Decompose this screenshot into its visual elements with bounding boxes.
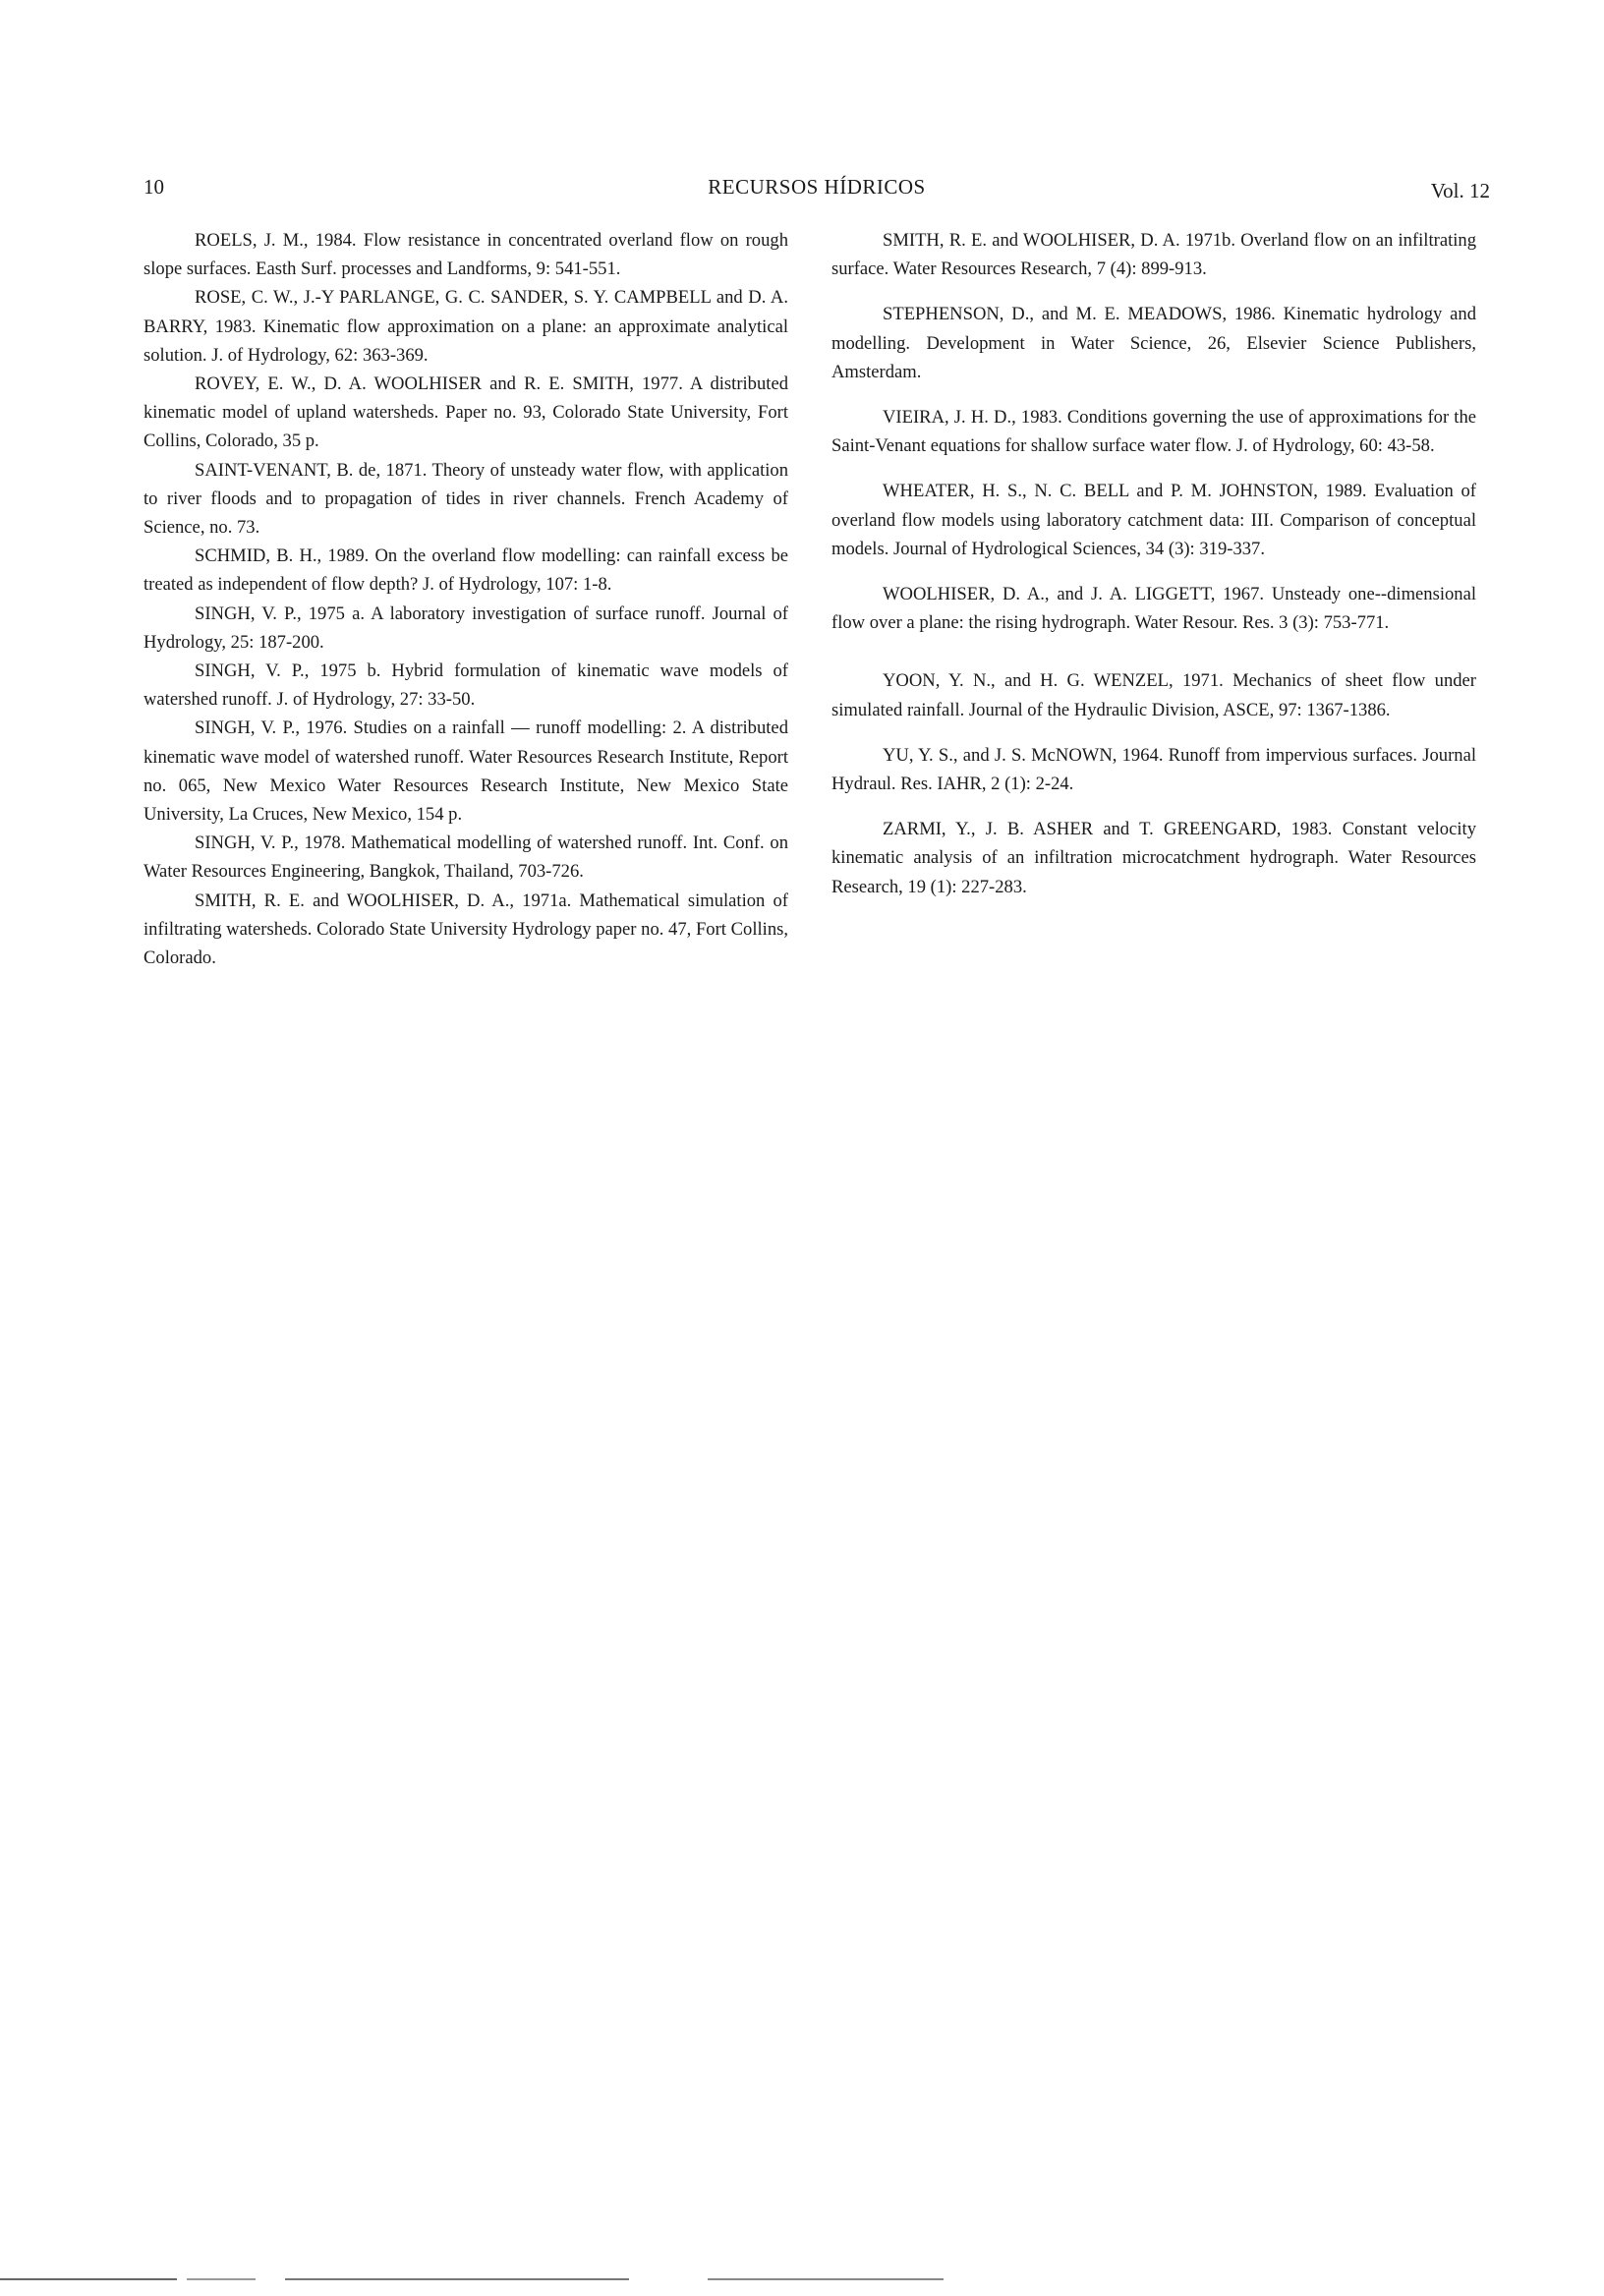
reference-entry: WOOLHISER, D. A., and J. A. LIGGETT, 1967. Unsteady one--dimensional flow over a plane: the rising hydrograph. Water Resour. Res. 3 (3): 753-771. bbox=[831, 584, 1476, 634]
reference-entry: SAINT-VENANT, B. de, 1871. Theory of unsteady water flow, with application to river floods and to propagation of tides in river channels. French Academy of Science, no. 73. bbox=[143, 459, 788, 539]
scan-edge-rule bbox=[0, 2278, 944, 2280]
reference-entry: WHEATER, H. S., N. C. BELL and P. M. JOHNSTON, 1989. Evaluation of overland flow models using laboratory catchment data: III. Comparison of conceptual models. Journal of Hydrological Sciences, 34 (3): 319-337. bbox=[831, 481, 1476, 559]
reference-entry: SINGH, V. P., 1976. Studies on a rainfall — runoff modelling: 2. A distributed kinematic wave model of watershed runoff. Water Resources Research Institute, Report no. 065, New Mexico Water Resources Research Institute, New Mexico State University, La Cruces, New Mexico, 154 p. bbox=[143, 718, 788, 826]
reference-entry: SINGH, V. P., 1975 b. Hybrid formulation of kinematic wave models of watershed runoff. J. of Hydrology, 27: 33-50. bbox=[143, 660, 788, 711]
running-header bbox=[143, 175, 1490, 208]
volume-label: Vol. 12 bbox=[1430, 179, 1490, 202]
reference-entry: ROELS, J. M., 1984. Flow resistance in concentrated overland flow on rough slope surfaces. Easth Surf. processes and Landforms, 9: 541-551. bbox=[143, 230, 788, 280]
reference-entry: SMITH, R. E. and WOOLHISER, D. A., 1971a. Mathematical simulation of infiltrating watersheds. Colorado State University Hydrology paper no. 47, Fort Collins, Colorado. bbox=[143, 890, 788, 969]
reference-entry: SCHMID, B. H., 1989. On the overland flow modelling: can rainfall excess be treated as independent of flow depth? J. of Hydrology, 107: 1-8. bbox=[143, 545, 788, 596]
reference-entry: SINGH, V. P., 1975 a. A laboratory investigation of surface runoff. Journal of Hydrology, 25: 187-200. bbox=[143, 603, 788, 653]
reference-entry: ROSE, C. W., J.-Y PARLANGE, G. C. SANDER, S. Y. CAMPBELL and D. A. BARRY, 1983. Kinematic flow approximation on a plane: an approximate analytical solution. J. of Hydrology, 62: 363-369. bbox=[143, 287, 788, 366]
journal-title: RECURSOS HÍDRICOS bbox=[708, 175, 926, 199]
reference-entry: ZARMI, Y., J. B. ASHER and T. GREENGARD, 1983. Constant velocity kinematic analysis of an infiltration microcatchment hydrograph. Water Resources Research, 19 (1): 227-283. bbox=[831, 819, 1476, 897]
reference-entry: YU, Y. S., and J. S. McNOWN, 1964. Runoff from impervious surfaces. Journal Hydraul. Res. IAHR, 2 (1): 2-24. bbox=[831, 744, 1476, 795]
references-left-column bbox=[143, 226, 788, 972]
reference-entry: SMITH, R. E. and WOOLHISER, D. A. 1971b. Overland flow on an infiltrating surface. Water Resources Research, 7 (4): 899-913. bbox=[831, 230, 1476, 280]
reference-entry: VIEIRA, J. H. D., 1983. Conditions governing the use of approximations for the Saint-Venant equations for shallow surface water flow. J. of Hydrology, 60: 43-58. bbox=[831, 407, 1476, 457]
page-number: 10 bbox=[143, 175, 164, 199]
reference-entry: SINGH, V. P., 1978. Mathematical modelling of watershed runoff. Int. Conf. on Water Resources Engineering, Bangkok, Thailand, 703-726. bbox=[143, 832, 788, 883]
reference-entry: ROVEY, E. W., D. A. WOOLHISER and R. E. SMITH, 1977. A distributed kinematic model of upland watersheds. Paper no. 93, Colorado State University, Fort Collins, Colorado, 35 p. bbox=[143, 373, 788, 452]
references-right-column bbox=[831, 226, 1476, 918]
reference-entry: YOON, Y. N., and H. G. WENZEL, 1971. Mechanics of sheet flow under simulated rainfall. Journal of the Hydraulic Division, ASCE, 97: 1367-1386. bbox=[831, 670, 1476, 720]
reference-entry: STEPHENSON, D., and M. E. MEADOWS, 1986. Kinematic hydrology and modelling. Development in Water Science, 26, Elsevier Science Publishers, Amsterdam. bbox=[831, 304, 1476, 382]
